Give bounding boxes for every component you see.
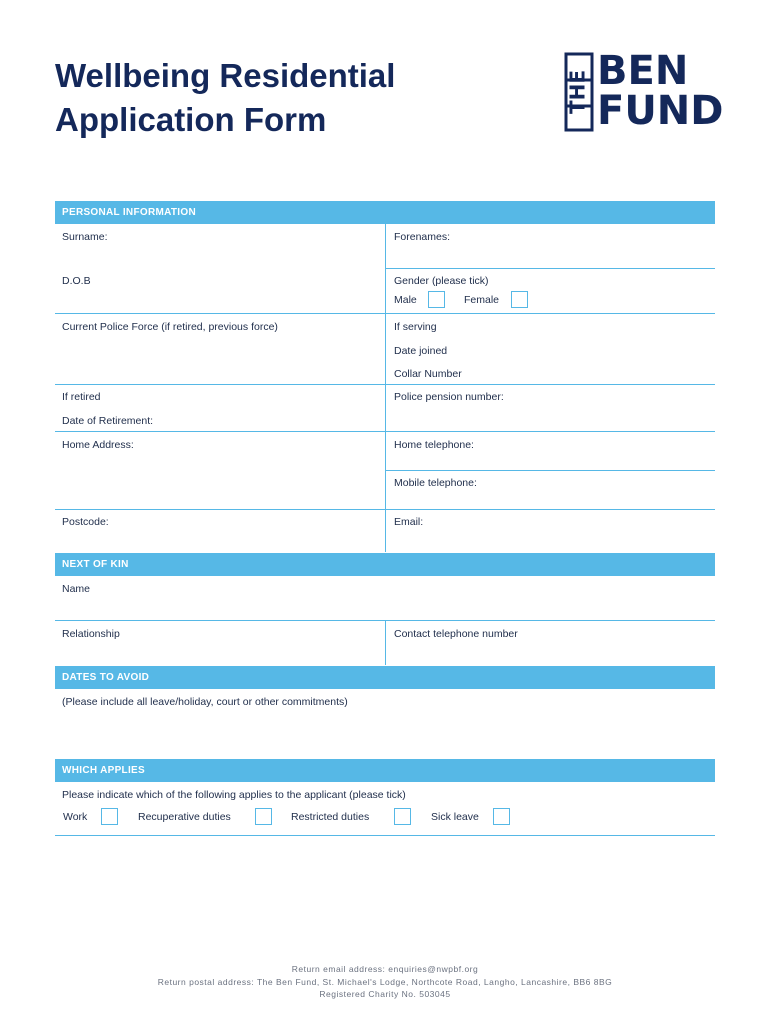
sick-leave-label: Sick leave — [431, 811, 479, 823]
divider — [55, 431, 715, 432]
sick-leave-checkbox[interactable] — [493, 808, 510, 825]
divider — [385, 268, 715, 269]
logo-fund-text: FUND — [597, 88, 724, 134]
dates-to-avoid-section — [55, 666, 715, 756]
which-applies-section — [55, 759, 715, 839]
pension-number-label: Police pension number: — [394, 391, 504, 403]
logo-the-mark — [563, 52, 595, 132]
if-serving-label: If serving — [394, 321, 437, 333]
dates-to-avoid-header: DATES TO AVOID — [55, 666, 715, 689]
ben-fund-logo — [563, 48, 724, 134]
restricted-duties-label: Restricted duties — [291, 811, 370, 823]
divider — [55, 509, 715, 510]
work-checkbox[interactable] — [101, 808, 118, 825]
personal-information-section — [55, 201, 715, 553]
which-applies-header: WHICH APPLIES — [55, 759, 715, 782]
male-label: Male — [394, 294, 417, 306]
female-checkbox[interactable] — [511, 291, 528, 308]
divider — [55, 835, 715, 836]
column-divider — [385, 620, 386, 665]
logo-the-text: THE — [565, 69, 590, 115]
dob-label: D.O.B — [62, 275, 91, 287]
relationship-label: Relationship — [62, 628, 120, 640]
personal-information-header: PERSONAL INFORMATION — [55, 201, 715, 224]
title-line-1: Wellbeing Residential — [55, 57, 396, 94]
divider — [55, 313, 715, 314]
if-retired-label: If retired — [62, 391, 101, 403]
gender-label: Gender (please tick) — [394, 275, 489, 287]
title-line-2: Application Form — [55, 101, 327, 138]
date-joined-label: Date joined — [394, 345, 448, 357]
next-of-kin-section — [55, 553, 715, 665]
male-checkbox[interactable] — [428, 291, 445, 308]
column-divider — [385, 224, 386, 552]
home-address-label: Home Address: — [62, 439, 134, 451]
police-force-label: Current Police Force (if retired, previous force) — [62, 321, 278, 333]
which-applies-instruction: Please indicate which of the following applies to the applicant (please tick) — [62, 789, 406, 801]
footer-charity-number: Registered Charity No. 503045 — [319, 989, 451, 999]
home-telephone-label: Home telephone: — [394, 439, 474, 451]
contact-telephone-label: Contact telephone number — [394, 628, 518, 640]
recuperative-duties-label: Recuperative duties — [138, 811, 231, 823]
work-label: Work — [63, 811, 88, 823]
date-of-retirement-label: Date of Retirement: — [62, 415, 154, 427]
email-label: Email: — [394, 516, 424, 528]
surname-label: Surname: — [62, 231, 108, 243]
recuperative-duties-checkbox[interactable] — [255, 808, 272, 825]
female-label: Female — [464, 294, 500, 306]
footer — [0, 963, 770, 1001]
postcode-label: Postcode: — [62, 516, 109, 528]
dates-to-avoid-note: (Please include all leave/holiday, court or other commitments) — [62, 696, 348, 708]
kin-name-label: Name — [62, 583, 91, 595]
logo-ben-text: BEN — [597, 48, 689, 94]
footer-email: Return email address: enquiries@nwpbf.org — [291, 964, 479, 974]
divider — [55, 384, 715, 385]
page-title — [55, 54, 525, 142]
collar-number-label: Collar Number — [394, 368, 462, 380]
mobile-telephone-label: Mobile telephone: — [394, 477, 477, 489]
restricted-duties-checkbox[interactable] — [394, 808, 411, 825]
divider — [385, 470, 715, 471]
next-of-kin-header: NEXT OF KIN — [55, 553, 715, 576]
footer-postal-address: Return postal address: The Ben Fund, St. Michael's Lodge, Northcote Road, Langho, Lancashire, BB6 8BG — [157, 976, 613, 987]
forenames-label: Forenames: — [394, 231, 451, 243]
